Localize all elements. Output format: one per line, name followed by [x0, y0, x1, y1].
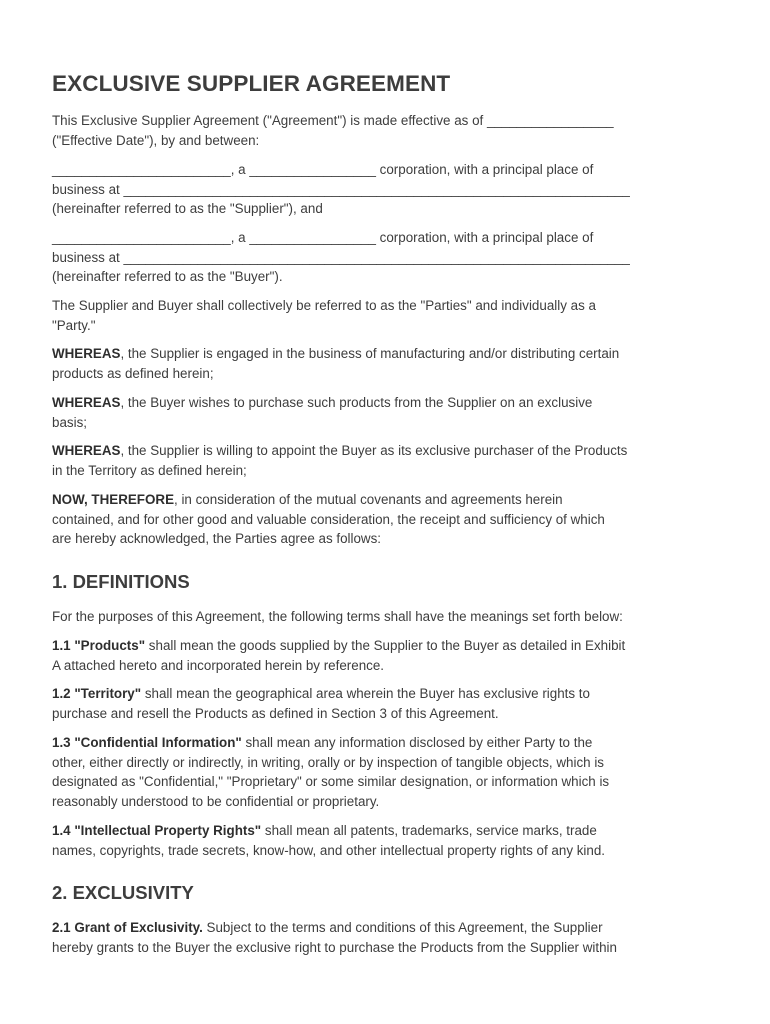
whereas-lead-2: WHEREAS [52, 395, 121, 410]
whereas-2-line-1: , the Buyer wishes to purchase such products from the Supplier on an exclusive [120, 395, 593, 410]
intro-line-2: ("Effective Date"), by and between: [52, 132, 260, 148]
whereas-paragraph-1 [52, 344, 722, 383]
buyer-party-line-2: business at ____________________________________________________________________ [52, 249, 630, 265]
definition-1-3-term: 1.3 "Confidential Information" [52, 735, 242, 750]
section-2-heading: 2. EXCLUSIVITY [52, 882, 194, 903]
parties-line-2: "Party." [52, 317, 96, 333]
whereas-paragraph-2 [52, 393, 722, 432]
definitions-intro-line: For the purposes of this Agreement, the following terms shall have the meanings set forth below: [52, 609, 623, 624]
whereas-3-line-2: in the Territory as defined herein; [52, 462, 247, 478]
supplier-party-block [52, 160, 722, 219]
now-therefore-line-3: are hereby acknowledged, the Parties agree as follows: [52, 531, 382, 546]
definition-1-2-line-2: purchase and resell the Products as defined in Section 3 of this Agreement. [52, 705, 499, 721]
now-therefore-line-2: contained, and for other good and valuable consideration, the receipt and sufficiency of which [52, 511, 605, 527]
now-therefore-lead: NOW, THEREFORE [52, 492, 175, 507]
supplier-party-line-1: ________________________, a _________________ corporation, with a principal place of [52, 162, 594, 177]
whereas-lead-1: WHEREAS [52, 346, 121, 361]
intro-line-1: This Exclusive Supplier Agreement ("Agreement") is made effective as of _________________ [52, 113, 614, 128]
now-therefore-paragraph [52, 490, 722, 549]
definition-1-3 [52, 733, 722, 811]
clause-2-1 [52, 918, 722, 957]
definition-1-3-line-2: other, either directly or indirectly, in writing, orally or by inspection of tangible objects, which is [52, 754, 604, 770]
supplier-party-line-2: business at ____________________________________________________________________ [52, 181, 630, 197]
clause-2-1-line-1: Subject to the terms and conditions of this Agreement, the Supplier [202, 920, 603, 935]
definitions-intro [52, 607, 722, 627]
supplier-party-line-3: (hereinafter referred to as the "Supplier"), and [52, 201, 323, 216]
definition-1-1 [52, 636, 722, 675]
whereas-1-line-2: products as defined herein; [52, 365, 214, 381]
definition-1-1-term: 1.1 "Products" [52, 638, 146, 653]
definition-1-2 [52, 684, 722, 723]
buyer-party-line-1: ________________________, a _________________ corporation, with a principal place of [52, 230, 594, 245]
definition-1-3-line-4: reasonably understood to be confidential or proprietary. [52, 793, 380, 809]
document-title: EXCLUSIVE SUPPLIER AGREEMENT [52, 71, 451, 96]
definition-1-4 [52, 821, 722, 860]
definition-1-3-line-3: designated as "Confidential," "Proprietary" or some similar designation, or information which is [52, 774, 610, 789]
whereas-3-line-1: , the Supplier is willing to appoint the Buyer as its exclusive purchaser of the Products [120, 443, 628, 458]
now-therefore-line-1: , in consideration of the mutual covenants and agreements herein [174, 492, 563, 507]
whereas-1-line-1: , the Supplier is engaged in the business of manufacturing and/or distributing certain [120, 346, 620, 361]
parties-line-1: The Supplier and Buyer shall collectively be referred to as the "Parties" and individually as a [52, 298, 596, 313]
section-1-heading: 1. DEFINITIONS [52, 571, 190, 592]
definition-1-3-line-1: shall mean any information disclosed by either Party to the [241, 735, 593, 750]
whereas-paragraph-3 [52, 441, 722, 480]
whereas-lead-3: WHEREAS [52, 443, 121, 458]
definition-1-2-term: 1.2 "Territory" [52, 686, 142, 701]
definition-1-1-line-1: shall mean the goods supplied by the Supplier to the Buyer as detailed in Exhibit [145, 638, 626, 653]
definition-1-4-line-1: shall mean all patents, trademarks, service marks, trade [261, 823, 597, 838]
intro-paragraph [52, 111, 722, 150]
definition-1-4-line-2: names, copyrights, trade secrets, know-how, and other intellectual property rights of any kind. [52, 842, 606, 858]
definition-1-4-term: 1.4 "Intellectual Property Rights" [52, 823, 262, 838]
parties-paragraph [52, 296, 722, 335]
definition-1-1-line-2: A attached hereto and incorporated herein by reference. [52, 657, 385, 673]
buyer-party-block [52, 228, 722, 287]
clause-2-1-title: 2.1 Grant of Exclusivity. [52, 920, 203, 935]
definition-1-2-line-1: shall mean the geographical area wherein the Buyer has exclusive rights to [141, 686, 590, 701]
clause-2-1-line-2: hereby grants to the Buyer the exclusive right to purchase the Products from the Supplier within [52, 939, 617, 955]
whereas-2-line-2: basis; [52, 414, 87, 430]
buyer-party-line-3: (hereinafter referred to as the "Buyer"). [52, 269, 283, 284]
